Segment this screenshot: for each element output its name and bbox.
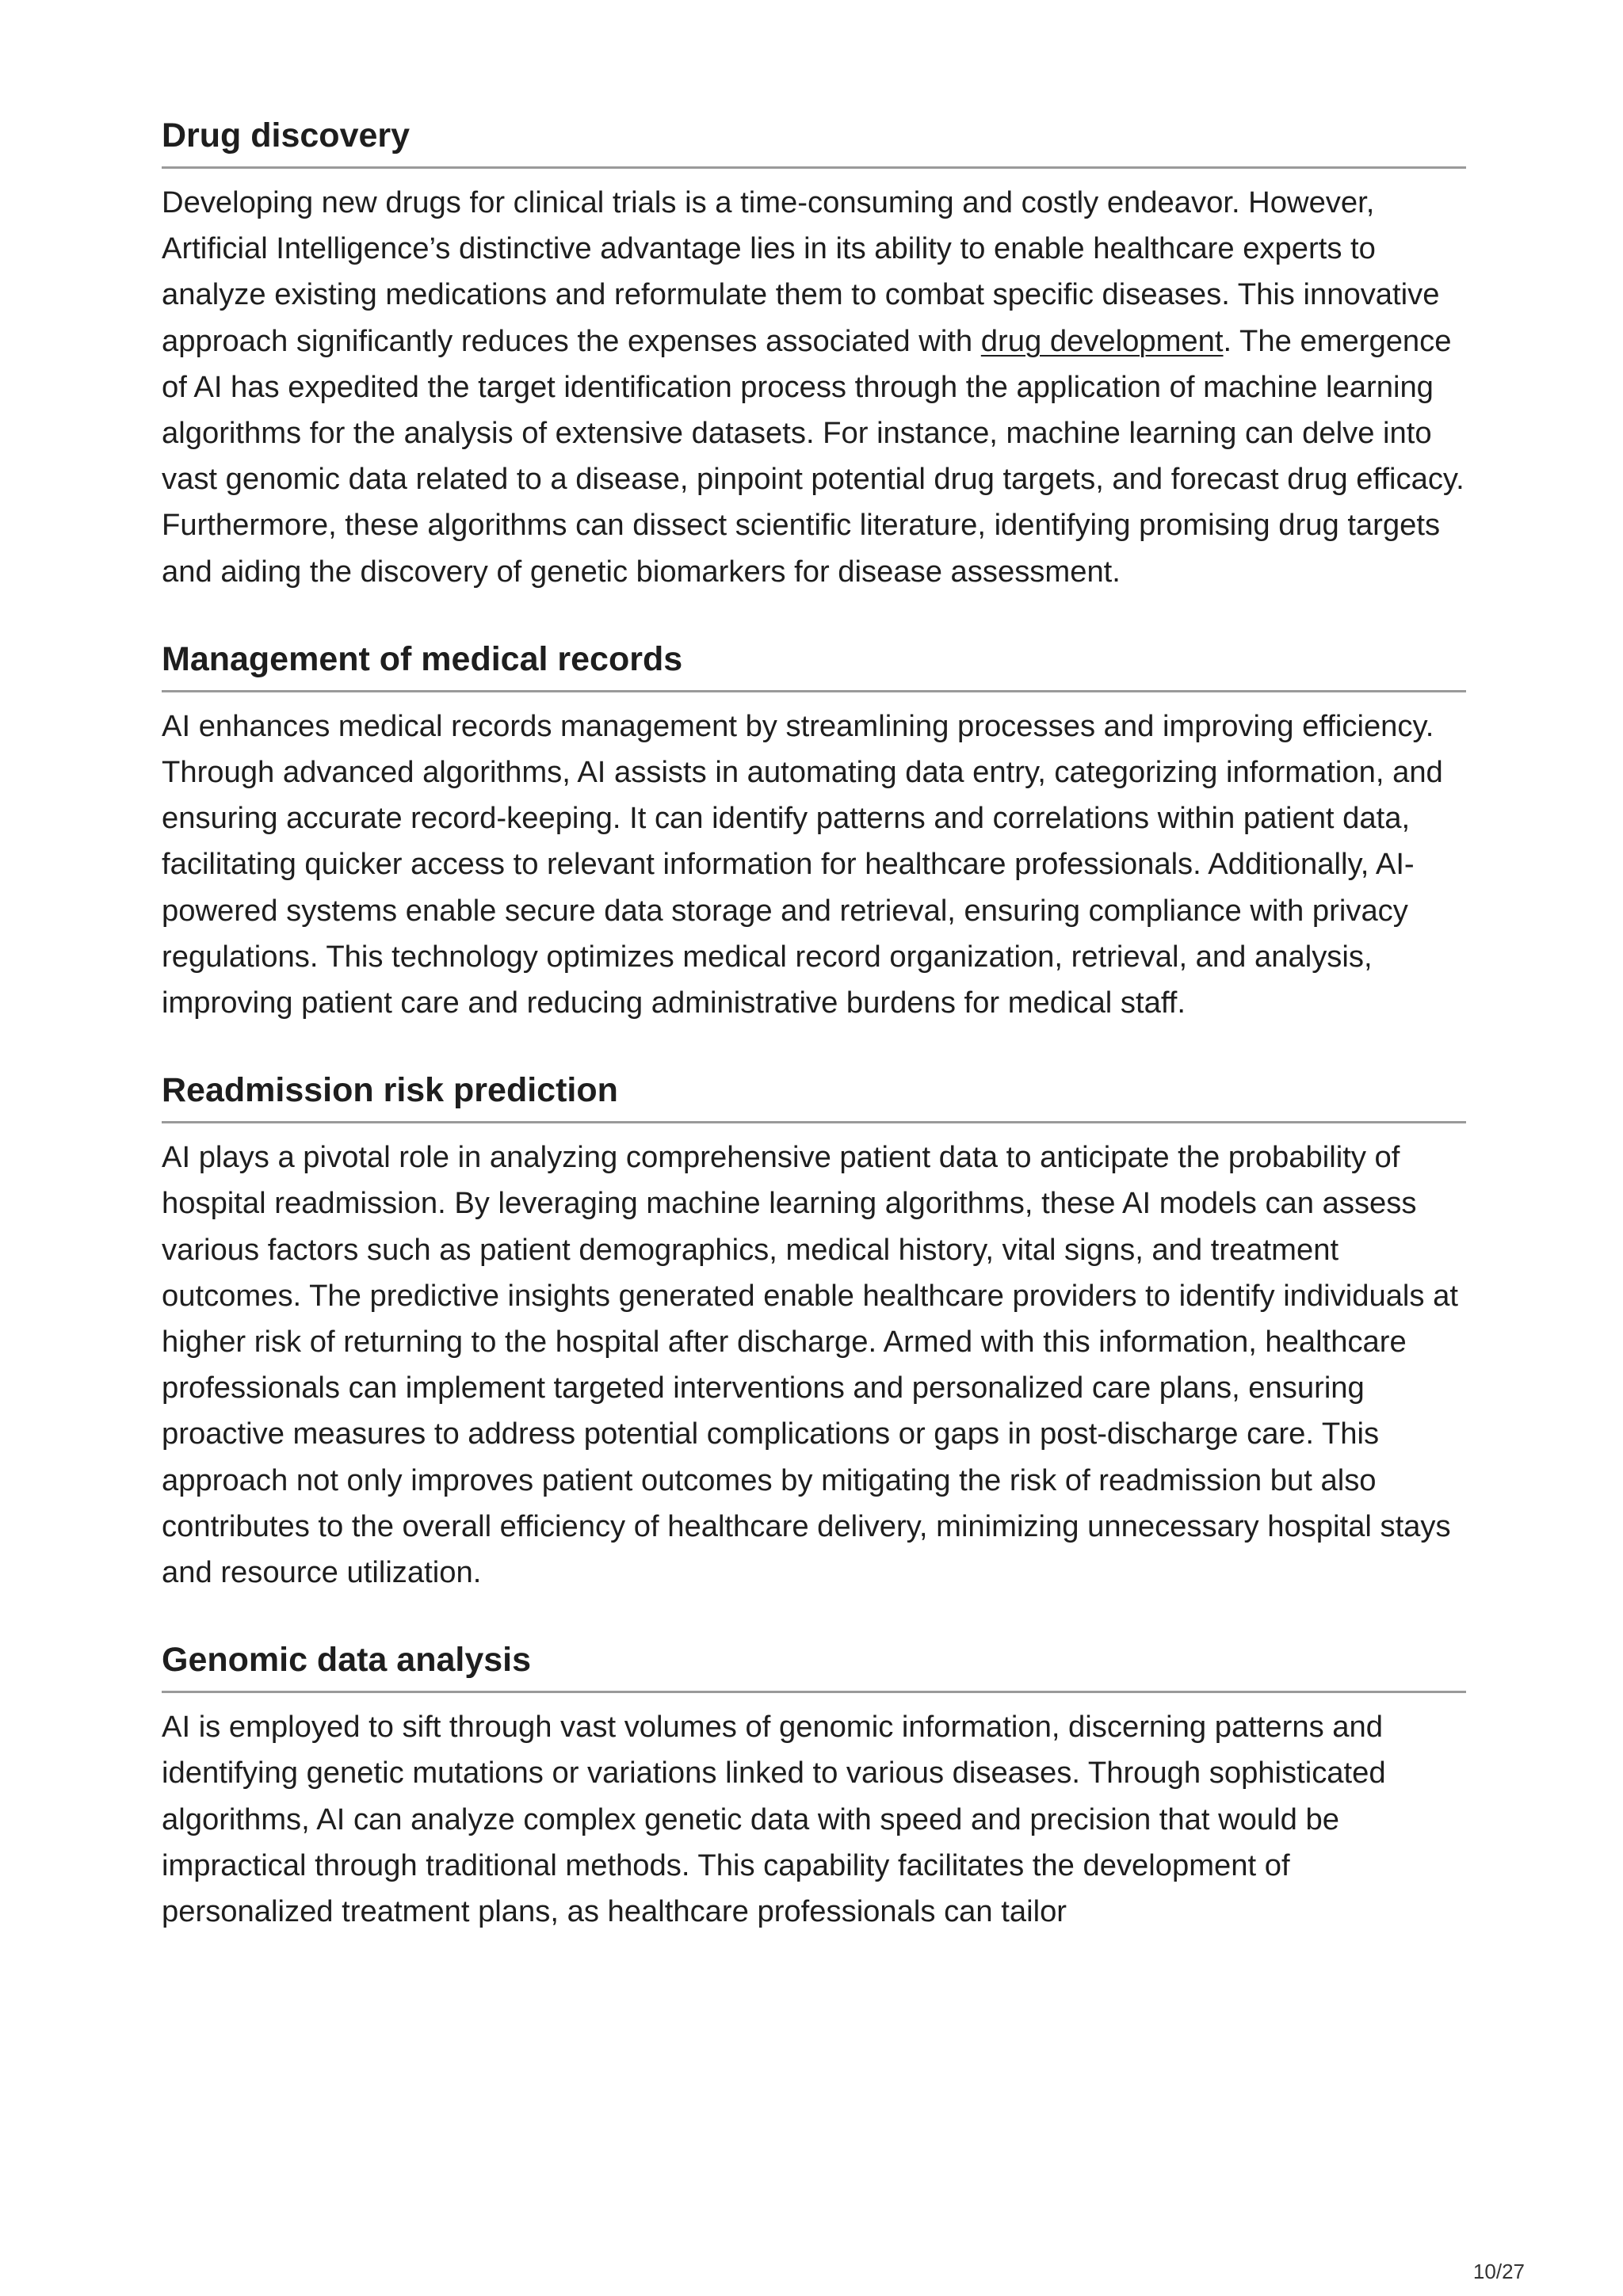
page-number: 10/27 (1472, 2260, 1525, 2283)
section-heading: Management of medical records (162, 633, 1466, 692)
section-paragraph: AI is employed to sift through vast volumes of genomic information, discerning patterns and identifying genetic mutations or variations linked to various diseases. Through sophisticated algorithms, AI can analyze complex genetic data with speed and precision that would be impractical through traditional methods. This capability facilitates the development of personalized treatment plans, as healthcare professionals can tailor (162, 1710, 1386, 1929)
section-paragraph (162, 180, 1466, 595)
section-drug-discovery (162, 109, 1466, 595)
paragraph-text: Developing new drugs for clinical trials is a time-consuming and costly endeavor. However, Artificial Intelligence’s distinctive advantage lies in its ability to enable healthcare experts to analyze existing medications and reformulate them to combat specific diseases. This innovative approach significantly reduces the expenses associated with (162, 185, 1440, 358)
section-heading: Genomic data analysis (162, 1634, 1466, 1693)
section-heading: Drug discovery (162, 109, 1466, 169)
section-genomic-data (162, 1634, 1466, 1935)
section-readmission-risk (162, 1064, 1466, 1596)
drug-development-link[interactable]: drug development (980, 323, 1224, 358)
section-paragraph: AI plays a pivotal role in analyzing comprehensive patient data to anticipate the probability of hospital readmission. By leveraging machine learning algorithms, these AI models can assess various factors such as patient demographics, medical history, vital signs, and treatment outcomes. The predictive insights generated enable healthcare providers to identify individuals at higher risk of returning to the hospital after discharge. Armed with this information, healthcare professionals can implement targeted interventions and personalized care plans, ensuring proactive measures to address potential complications or gaps in post-discharge care. This approach not only improves patient outcomes by mitigating the risk of readmission but also contributes to the overall efficiency of healthcare delivery, minimizing unnecessary hospital stays and resource utilization. (162, 1140, 1458, 1590)
section-paragraph: AI enhances medical records management by streamlining processes and improving efficiency. Through advanced algorithms, AI assists in automating data entry, categorizing information, and ensuring accurate record-keeping. It can identify patterns and correlations within patient data, facilitating quicker access to relevant information for healthcare professionals. Additionally, AI-powered systems enable secure data storage and retrieval, ensuring compliance with privacy regulations. This technology optimizes medical record organization, retrieval, and analysis, improving patient care and reducing administrative burdens for medical staff. (162, 708, 1443, 1020)
section-heading: Readmission risk prediction (162, 1064, 1466, 1123)
section-medical-records (162, 633, 1466, 1026)
paragraph-text: . The emergence of AI has expedited the target identification process through the application of machine learning algorithms for the analysis of extensive datasets. For instance, machine learning can delve into vast genomic data related to a disease, pinpoint potential drug targets, and forecast drug efficacy. Furthermore, these algorithms can dissect scientific literature, identifying promising drug targets and aiding the discovery of genetic biomarkers for disease assessment. (162, 323, 1465, 589)
article-content (162, 109, 1466, 1973)
